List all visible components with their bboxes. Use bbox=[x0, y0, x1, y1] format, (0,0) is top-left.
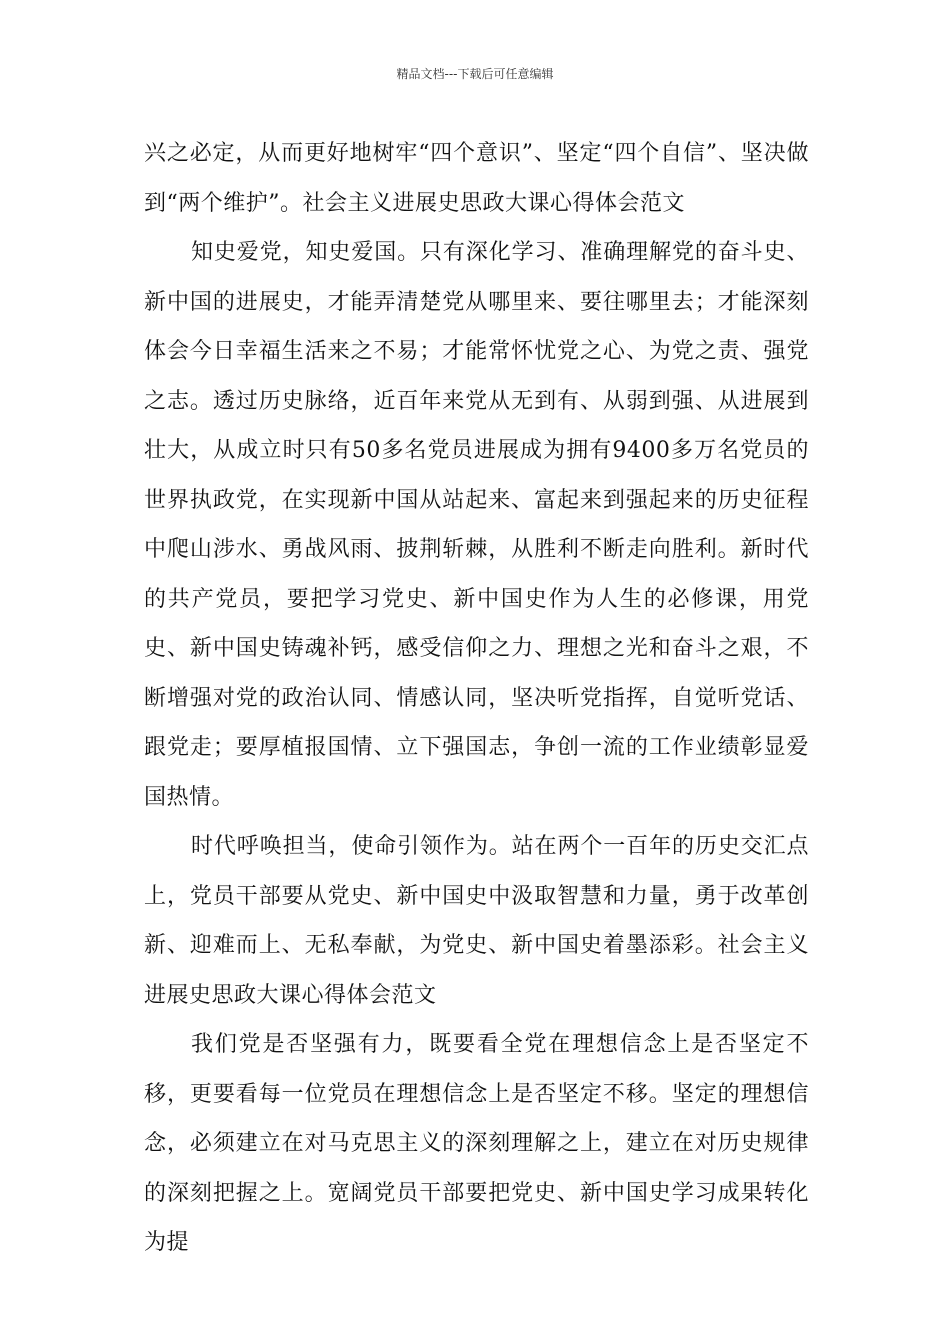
paragraph-2: 知史爱党，知史爱国。只有深化学习、准确理解党的奋斗史、新中国的进展史，才能弄清楚党从哪里来、要往哪里去；才能深刻体会今日幸福生活来之不易；才能常怀忧党之心、为党之责、强党之志。透过历史脉络，近百年来党从无到有、从弱到强、从进展到壮大，从成立时只有50多名党员进展成为拥有9400多万名党员的世界执政党，在实现新中国从站起来、富起来到强起来的历史征程中爬山涉水、勇战风雨、披荆斩棘，从胜利不断走向胜利。新时代的共产党员，要把学习党史、新中国史作为人生的必修课，用党史、新中国史铸魂补钙，感受信仰之力、理想之光和奋斗之艰，不断增强对党的政治认同、情感认同，坚决听党指挥，自觉听党话、跟党走；要厚植报国情、立下强国志，争创一流的工作业绩彰显爱国热情。 bbox=[144, 240, 809, 810]
paragraph-3: 时代呼唤担当，使命引领作为。站在两个一百年的历史交汇点上，党员干部要从党史、新中国史中汲取智慧和力量，勇于改革创新、迎难而上、无私奉献，为党史、新中国史着墨添彩。社会主义进展史思政大课心得体会范文 bbox=[144, 834, 809, 1008]
paragraph-1: 兴之必定，从而更好地树牢“四个意识”、坚定“四个自信”、坚决做到“两个维护”。社会主义进展史思政大课心得体会范文 bbox=[144, 141, 809, 216]
page-header: 精品文档---下载后可任意编辑 bbox=[396, 67, 554, 81]
paragraph-4: 我们党是否坚强有力，既要看全党在理想信念上是否坚定不移，更要看每一位党员在理想信念上是否坚定不移。坚定的理想信念，必须建立在对马克思主义的深刻理解之上，建立在对历史规律的深刻把握之上。宽阔党员干部要把党史、新中国史学习成果转化为提 bbox=[144, 1032, 809, 1255]
document-body bbox=[144, 129, 809, 1268]
